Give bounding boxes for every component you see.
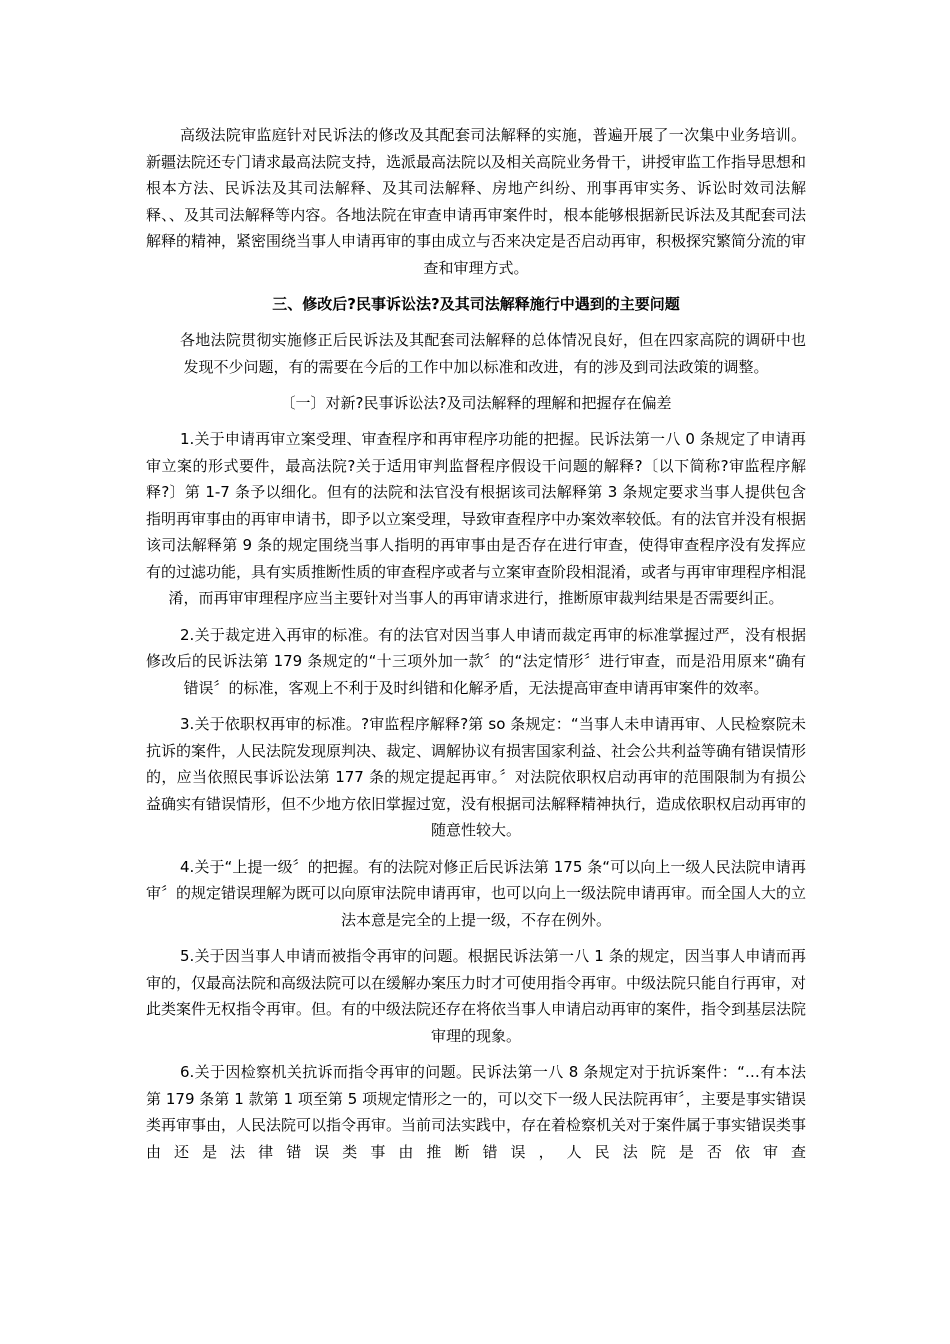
item-1-paragraph: 1.关于申请再审立案受理、审查程序和再审程序功能的把握。民诉法第一八 0 条规定了申请再审立案的形式要件，最高法院?关于适用审判监督程序假设干问题的解释?〔以下简称?审监程序解释?〕第 1-7 条予以细化。但有的法院和法官没有根据该司法解释第 3 条规定要求当事人提供包含指明再审事由的再审申请书，即予以立案受理，导致审查程序中办案效率较低。有的法官并没有根据该司法解释第 9 条的规定围绕当事人指明的再审事由是否存在进行审查，使得审查程序没有发挥应有的过滤功能，具有实质推断性质的审查程序或者与立案审查阶段相混淆，或者与再审审理程序相混淆，而再审审理程序应当主要针对当事人的再审请求进行，推断原审裁判结果是否需要纠正。 xyxy=(146,430,807,607)
document-page xyxy=(146,122,806,1175)
item-2-paragraph: 2.关于裁定进入再审的标准。有的法官对因当事人申请而裁定再审的标准掌握过严，没有根据修改后的民诉法第 179 条规定的“十三项外加一款〞的“法定情形〞进行审查，而是沿用原来“确有错误〞的标准，客观上不利于及时纠错和化解矛盾，无法提高审查申请再审案件的效率。 xyxy=(146,625,806,697)
item-3-paragraph: 3.关于依职权再审的标准。?审监程序解释?第 so 条规定：“当事人未申请再审、人民检察院未抗诉的案件，人民法院发现原判决、裁定、调解协议有损害国家利益、社会公共利益等确有错误情形的，应当依照民事诉讼法第 177 条的规定提起再审。〞对法院依职权启动再审的范围限制为有损公益确实有错误情形，但不少地方依旧掌握过宽，没有根据司法解释精神执行，造成依职权启动再审的随意性较大。 xyxy=(146,715,807,839)
item-4-paragraph: 4.关于“上提一级〞的把握。有的法院对修正后民诉法第 175 条“可以向上一级人民法院申请再审〞的规定错误理解为既可以向原审法院申请再审，也可以向上一级法院申请再审。而全国人大的立法本意是完全的上提一级，不存在例外。 xyxy=(146,857,807,929)
item-5-paragraph: 5.关于因当事人申请而被指令再审的问题。根据民诉法第一八 1 条的规定，因当事人申请而再审的，仅最高法院和高级法院可以在缓解办案压力时才可使用指令再审。中级法院只能自行再审，对此类案件无权指令再审。但。有的中级法院还存在将依当事人申请启动再审的案件，指令到基层法院审理的现象。 xyxy=(146,947,807,1045)
paragraph-overview: 各地法院贯彻实施修正后民诉法及其配套司法解释的总体情况良好，但在四家高院的调研中也发现不少问题，有的需要在今后的工作中加以标准和改进，有的涉及到司法政策的调整。 xyxy=(180,331,806,376)
section-heading-3: 三、修改后?民事诉讼法?及其司法解释施行中遇到的主要问题 xyxy=(272,295,680,313)
item-6-paragraph: 6.关于因检察机关抗诉而指令再审的问题。民诉法第一八 8 条规定对于抗诉案件：“…有本法第 179 条第 1 款第 1 项至第 5 项规定情形之一的，可以交下一级人民法院再审〞，主要是事实错误类再审事由，人民法院可以指令再审。当前司法实践中，存在着检察机关对于案件属于事实错误类事由还是法律错误类事由推断错误，人民法院是否依审查 xyxy=(146,1063,807,1161)
paragraph-intro: 高级法院审监庭针对民诉法的修改及其配套司法解释的实施，普遍开展了一次集中业务培训。新疆法院还专门请求最高法院支持，选派最高法院以及相关高院业务骨干，讲授审监工作指导思想和根本方法、民诉法及其司法解释、及其司法解释、房地产纠纷、刑事再审实务、诉讼时效司法解释、、及其司法解释等内容。各地法院在审查申请再审案件时，根本能够根据新民诉法及其配套司法解释的精神，紧密围绕当事人申请再审的事由成立与否来决定是否启动再审，积极探究繁简分流的审查和审理方式。 xyxy=(146,126,807,277)
subsection-heading-1: 〔一〕对新?民事诉讼法?及司法解释的理解和把握存在偏差 xyxy=(280,394,672,412)
